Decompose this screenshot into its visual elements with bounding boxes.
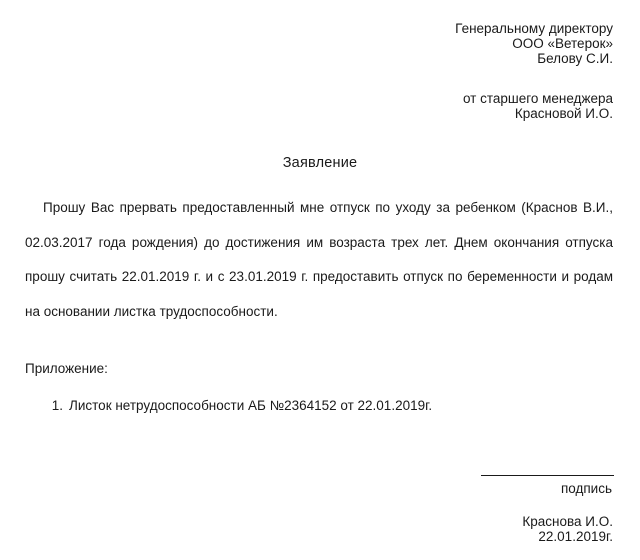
signature-date: 22.01.2019г.: [538, 529, 613, 544]
attachment-item: [25, 398, 432, 413]
attachment-item-text: Листок нетрудоспособности АБ №2364152 от 22.01.2019г.: [69, 398, 433, 413]
signature-line: [481, 475, 614, 476]
addressee-company: ООО «Ветерок»: [512, 36, 613, 51]
addressee-block: [455, 21, 613, 66]
signer-block: [522, 514, 613, 544]
addressee-name: Белову С.И.: [537, 51, 613, 66]
attachment-list: [25, 398, 432, 413]
signature-caption: подпись: [560, 481, 612, 496]
sender-block: [463, 91, 613, 121]
application-body: Прошу Вас прервать предоставленный мне отпуск по уходу за ребенком (Краснов В.И., 02.03.2017 года рождения) до достижения им возраста трех лет. Днем окончания отпуска прошу считать 22.01.2019 г. и с 23.01.2019 г. предоставить отпуск по беременности и родам на основании листка трудоспособности.: [25, 200, 613, 319]
sender-name: Красновой И.О.: [514, 106, 613, 121]
attachment-item-number: 1.: [51, 398, 63, 413]
attachment-label: Приложение:: [25, 361, 108, 376]
signer-name: Краснова И.О.: [522, 514, 613, 529]
sender-position: от старшего менеджера: [462, 91, 613, 106]
addressee-position: Генеральному директору: [455, 21, 613, 36]
document-title: Заявление: [282, 155, 358, 171]
